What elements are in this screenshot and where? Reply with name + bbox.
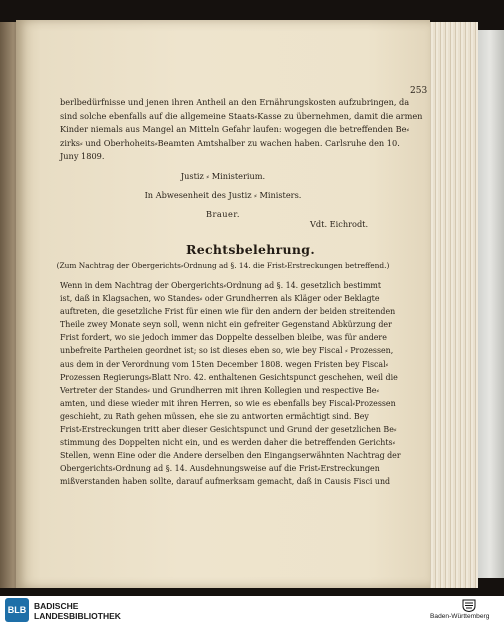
section-subheading: (Zum Nachtrag der Obergerichts⸗Ordnung ad §. 14. die Frist⸗Erstreckungen betreffend.) bbox=[56, 261, 390, 270]
library-name-line2: LANDESBIBLIOTHEK bbox=[34, 611, 121, 621]
library-name[interactable] bbox=[34, 601, 121, 621]
state-crest-icon bbox=[462, 599, 476, 612]
page-number: 253 bbox=[410, 86, 428, 96]
text-line: Frist⸗Erstreckungen tritt aber dieser Gesichtspunct und Grund der gesetzlichen Be⸗ bbox=[60, 425, 397, 435]
text-line: ist, daß in Klagsachen, wo Standes⸗ oder Grundherren als Kläger oder Beklagte bbox=[60, 294, 380, 304]
countersignature: Vdt. Eichrodt. bbox=[310, 219, 369, 229]
text-line: geschieht, zu Rath gehen müssen, ehe sie zu antworten ermächtigt sind. Bey bbox=[60, 411, 369, 421]
text-line: amten, und diese wieder mit ihren Herren, so wie es ebenfalls bey Fiscal⸗Prozessen bbox=[60, 398, 396, 408]
signer-name: Brauer. bbox=[205, 209, 241, 219]
text-line: zirks⸗ und Oberhoheits⸗Beamten Amtshalber zu wachen haben. Carlsruhe den 10. bbox=[60, 137, 400, 148]
text-line: mißverstanden haben sollte, darauf aufmerksam gemacht, daß in Causis Fisci und bbox=[60, 477, 391, 487]
page-edges bbox=[428, 22, 478, 588]
text-line: Juny 1809. bbox=[60, 151, 105, 162]
text-line: auftreten, die gesetzliche Frist für einen wie für den andern der beiden streitenden bbox=[60, 307, 396, 317]
blb-logo[interactable]: BLB bbox=[5, 598, 29, 622]
absence-line: In Abwesenheit des Justiz ⸗ Ministers. bbox=[144, 190, 302, 200]
text-line: Theile zwey Monate seyn soll, wenn nicht ein gefreiter Gegenstand Abkürzung der bbox=[60, 320, 392, 330]
text-line: Vertreter der Standes⸗ und Grundherren mit ihren Kollegien und respective Be⸗ bbox=[60, 385, 380, 395]
text-line: Wenn in dem Nachtrag der Obergerichts⸗Ordnung ad §. 14. gesetzlich bestimmt bbox=[60, 281, 382, 290]
text-line: stimmung des Doppelten nicht ein, und es werden daher die betreffenden Gerichts⸗ bbox=[60, 438, 396, 448]
text-line: unbefreite Partheien geordnet ist; so ist dieses eben so, wie bey Fiscal ⸗ Prozessen, bbox=[60, 346, 394, 356]
state-label: Baden-Württemberg bbox=[430, 613, 490, 620]
footer-bar bbox=[0, 596, 504, 626]
library-name-line1: BADISCHE bbox=[34, 601, 79, 611]
body-paragraph bbox=[60, 279, 400, 489]
text-line: Kinder niemals aus Mangel an Mitteln Gefahr laufen: wogegen die betreffenden Be⸗ bbox=[60, 124, 410, 135]
text-line: berlbedürfnisse und jenen ihren Antheil an den Ernährungskosten aufzubringen, da bbox=[60, 97, 410, 107]
text-line: aus dem in der Verordnung vom 15ten December 1808. wegen Fristen bey Fiscal⸗ bbox=[60, 359, 389, 369]
ministry-line: Justiz ⸗ Ministerium. bbox=[180, 171, 266, 181]
text-line: Prozessen Regierungs⸗Blatt Nro. 42. enthaltenen Gesichtspunct geschehen, weil die bbox=[60, 372, 398, 382]
section-heading: Rechtsbelehrung. bbox=[186, 242, 315, 257]
opening-paragraph bbox=[60, 96, 423, 164]
text-line: sind solche ebenfalls auf die allgemeine Staats⸗Kasse zu übernehmen, damit die armen bbox=[60, 110, 423, 121]
text-line: Stellen, wenn Eine oder die Andere derselben den Eingangserwähnten Nachtrag der bbox=[60, 451, 401, 461]
back-cover bbox=[476, 30, 504, 578]
text-line: Frist fordert, wo sie jedoch immer das Doppelte desselben bleibe, was für andere bbox=[60, 333, 387, 343]
text-line: Obergerichts⸗Ordnung ad §. 14. Ausdehnungsweise auf die Frist⸗Erstreckungen bbox=[60, 464, 380, 474]
book-page bbox=[16, 20, 430, 588]
